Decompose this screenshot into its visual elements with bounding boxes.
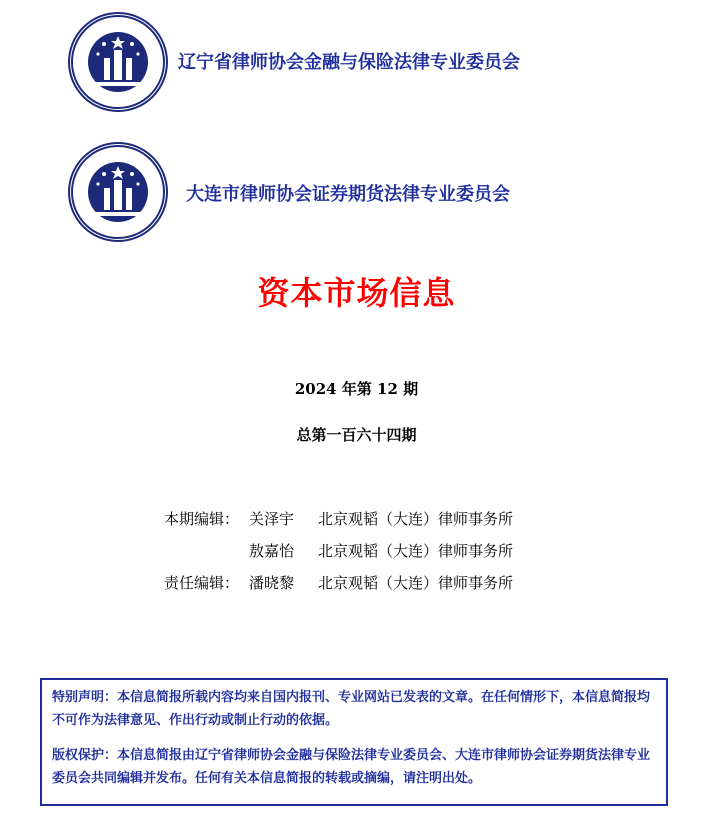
dalian-lawyers-association-logo <box>68 142 168 242</box>
liaoning-lawyers-association-logo <box>68 12 168 112</box>
issue-number: 2024 年第 12 期 <box>294 380 419 398</box>
editor-row <box>0 508 713 528</box>
disclaimer-text: 特别声明：本信息简报所载内容均来自国内报刊、专业网站已发表的文章。在任何情形下，本信息简报均不可作为法律意见、作出行动或制止行动的依据。 <box>52 690 651 728</box>
editor-row <box>0 540 713 560</box>
total-issue-number: 总第一百六十四期 <box>296 426 417 444</box>
org-name-dalian: 大连市律师协会证券期货法律专业委员会 <box>186 184 510 205</box>
notice-box <box>40 678 668 806</box>
org-name-liaoning: 辽宁省律师协会金融与保险法律专业委员会 <box>178 52 520 73</box>
editor-label: 责任编辑： <box>164 574 240 592</box>
editor-name: 关泽宇 <box>249 510 295 528</box>
editor-name: 敖嘉怡 <box>249 542 295 560</box>
editor-firm: 北京观韬（大连）律师事务所 <box>318 542 514 560</box>
editor-row <box>0 572 713 592</box>
copyright-text: 版权保护：本信息简报由辽宁省律师协会金融与保险法律专业委员会、大连市律师协会证券期货法律专业委员会共同编辑并发布。任何有关本信息简报的转载或摘编，请注明出处。 <box>52 748 651 786</box>
editor-label: 本期编辑： <box>164 510 240 528</box>
editor-firm: 北京观韬（大连）律师事务所 <box>318 574 514 592</box>
editor-firm: 北京观韬（大连）律师事务所 <box>318 510 514 528</box>
document-title: 资本市场信息 <box>257 274 456 312</box>
editor-name: 潘晓黎 <box>249 574 295 592</box>
